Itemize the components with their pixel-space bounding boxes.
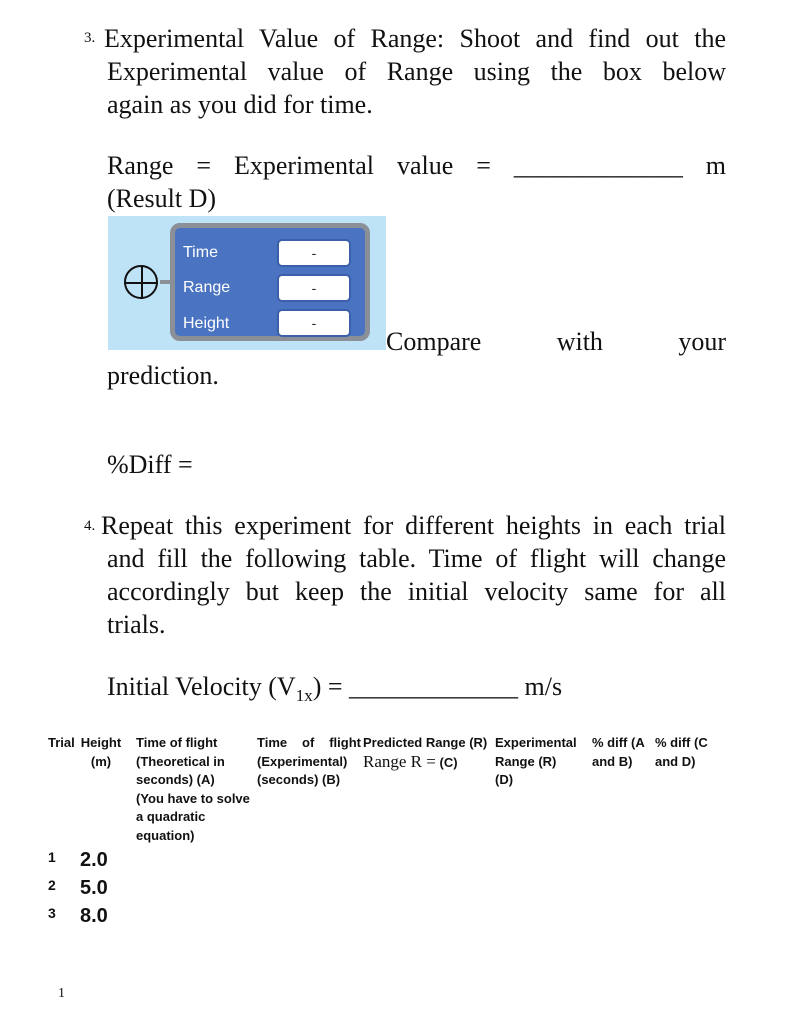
q3-line: Experimental Value of Range: Shoot and find out the: [104, 24, 726, 53]
height-label: Height: [183, 315, 230, 332]
diff-cd-header: % diff (C and D): [655, 735, 708, 769]
question-number: 3.: [84, 30, 96, 46]
trial-number: 1: [48, 849, 56, 865]
range-label: Range: [183, 279, 231, 296]
theoretical-time-header: Time of flight (Theoretical in seconds) (A) (You have to solve a quadratic equation): [136, 735, 250, 843]
velocity-label: Initial Velocity (V: [107, 672, 296, 701]
time-field: -: [277, 239, 351, 267]
trial-number: 2: [48, 877, 56, 893]
experimental-range-header: Experimental Range (R) (D): [495, 735, 577, 787]
q3-line: again as you did for time.: [107, 90, 373, 119]
question-number: 4.: [84, 518, 96, 534]
time-label: Time: [183, 244, 218, 261]
measurement-panel: [170, 223, 370, 341]
trial-header: Trial: [48, 735, 75, 750]
q4-line: and fill the following table. Time of flight will change: [107, 544, 726, 573]
q3-line: Experimental value of Range using the box below: [107, 57, 726, 86]
range-formula: Range R =: [363, 751, 436, 771]
height-value: 5.0: [80, 877, 108, 899]
percent-diff: %Diff =: [107, 450, 193, 479]
experimental-time-header: Time of flight (Experimental) (seconds) (B): [257, 735, 361, 787]
range-field: -: [277, 274, 351, 302]
compare-text: Compare with your: [386, 327, 726, 356]
measurement-widget: [108, 216, 386, 350]
height-value: 2.0: [80, 849, 108, 871]
result-label: (Result D): [107, 184, 217, 213]
q4-line: trials.: [107, 610, 166, 639]
initial-velocity: [107, 670, 562, 712]
range-equation: Range = Experimental value = _____________ m: [107, 151, 726, 180]
page-number: 1: [58, 986, 65, 1001]
q4-line: accordingly but keep the initial velocity same for all: [107, 577, 726, 606]
height-value: 8.0: [80, 905, 108, 927]
diff-ab-header: % diff (A and B): [592, 735, 645, 769]
prediction-text: prediction.: [107, 361, 219, 390]
q4-line: Repeat this experiment for different heights in each trial: [101, 511, 726, 540]
velocity-subscript: 1x: [295, 686, 313, 706]
height-field: -: [277, 309, 351, 337]
height-header: Height (m): [80, 735, 122, 769]
velocity-blank: ) = _____________ m/s: [312, 672, 563, 701]
predicted-range-header: Predicted Range (R) Range R = (C): [363, 735, 488, 771]
trial-number: 3: [48, 905, 56, 921]
crosshair-icon[interactable]: [124, 265, 158, 299]
